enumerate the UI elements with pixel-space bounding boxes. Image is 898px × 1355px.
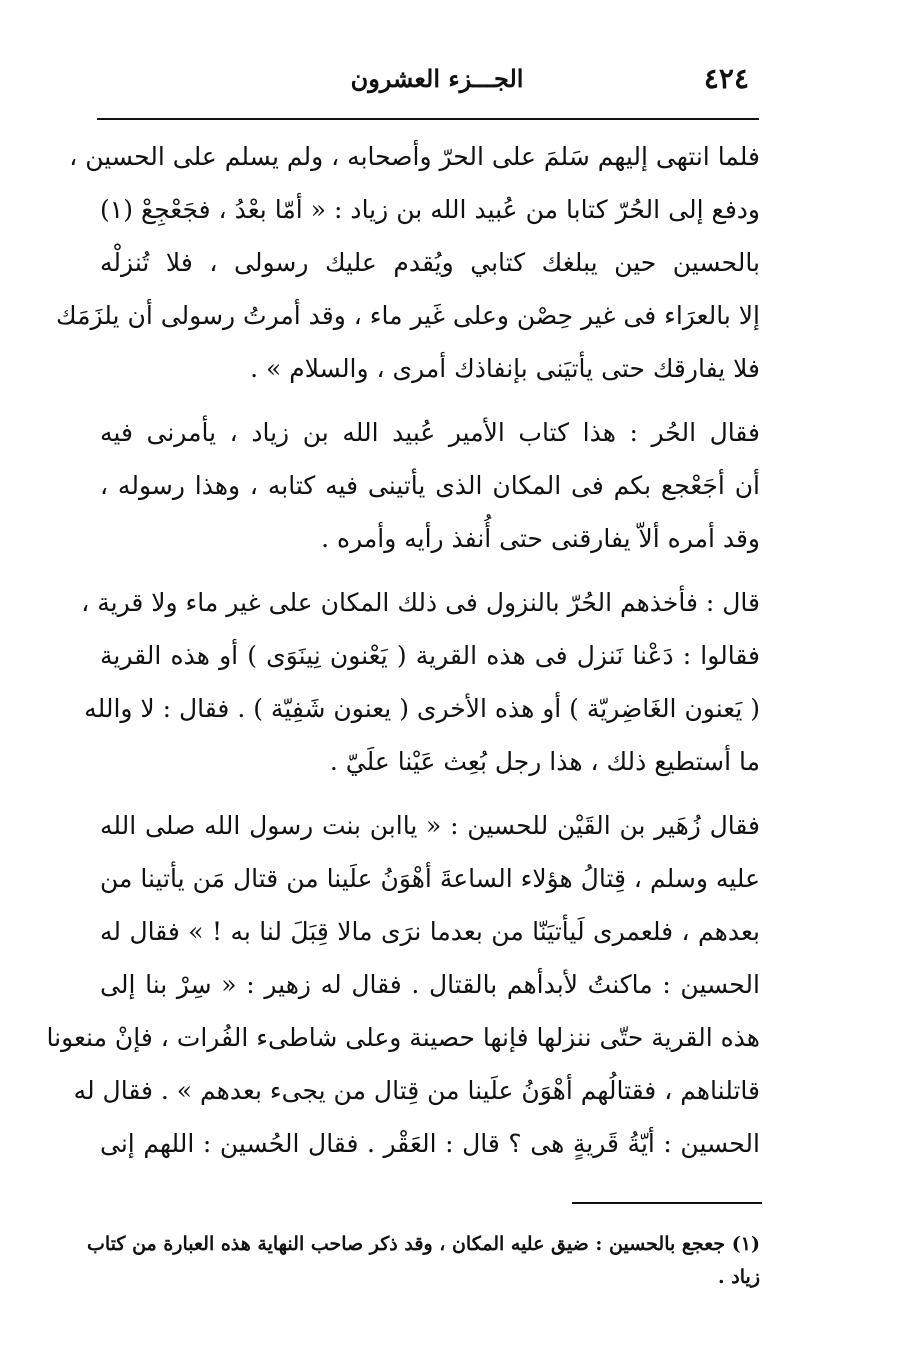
text-line: الحسين : ماكنتُ لأبدأهم بالقتال . فقال له زهير : « سِرْ بنا إلى [100,970,760,999]
text-line: فقال الحُر : هذا كتاب الأمير عُبيد الله بن زياد ، يأمرنى فيه [100,418,760,447]
paragraph [100,406,760,565]
text-line: عليه وسلم ، قِتالُ هؤلاء الساعةَ أهْوَنُ علَينا من قتال مَن يأتينا من [100,864,760,893]
text-line: بعدهم ، فلعمرى لَيأتيَنّا من بعدما نرَى مالا قِبَلَ لنا به ! » فقال له [100,917,760,946]
main-text [46,130,760,1170]
text-line: فقال زُهَير بن القَيْن للحسين : « ياابن بنت رسول الله صلى الله [100,811,760,840]
text-line: أن أجَعْجع بكم فى المكان الذى يأتينى فيه كتابه ، وهذا رسوله ، [100,471,760,500]
text-line: قاتلناهم ، فقتالُهم أهْوَنُ علَينا من قِتال من يجىء بعدهم » . فقال له [73,1076,760,1105]
text-line: إلا بالعرَاء فى غير حِصْن وعلى غَير ماء ، وقد أمرتُ رسولى أن يلزَمَك [56,301,760,330]
running-title: الجـــزء العشرون [350,64,524,93]
page-number: ٤٢٤ [703,62,749,95]
page-header [97,58,757,98]
text-line: هذه القرية حتّى ننزلها فإنها حصينة وعلى شاطىء الفُرات ، فإنْ منعونا [46,1023,760,1052]
text-line: ودفع إلى الحُرّ كتابا من عُبيد الله بن زياد : « أمّا بعْدُ ، فجَعْجِعْ (١) [100,195,760,224]
footnote [87,1228,760,1294]
text-line: قال : فأخذهم الحُرّ بالنزول فى ذلك المكان على غير ماء ولا قرية ، [81,588,760,617]
text-line: فلما انتهى إليهم سَلمَ على الحرّ وأصحابه ، ولم يسلم على الحسين ، [69,142,760,171]
text-line: فلا يفارقك حتى يأتيَنى بإنفاذك أمرى ، والسلام » . [250,354,760,383]
footnote-line: زياد . [718,1266,760,1288]
paragraph [81,576,760,788]
text-line: بالحسين حين يبلغك كتابي ويُقدم عليك رسولى ، فلا تُنزلْه [100,248,760,277]
text-line: ( يَعنون الغَاضِريّة ) أو هذه الأخرى ( يعنون شَفِيّة ) . فقال : لا والله [84,694,760,723]
paragraph [46,799,760,1170]
header-rule [97,118,759,120]
paragraph [56,130,760,395]
text-line: وقد أمره ألاّ يفارقنى حتى أُنفذ رأيه وأمره . [321,524,760,553]
text-line: الحسين : أيّةُ قَريةٍ هى ؟ قال : العَقْر . فقال الحُسين : اللهم إنى [100,1129,760,1158]
footnote-rule [572,1202,762,1204]
text-line: ما أستطيع ذلك ، هذا رجل بُعِث عَيْنا علَيّ . [329,747,760,776]
text-line: فقالوا : دَعْنا نَنزل فى هذه القرية ( يَعْنون نِينَوَى ) أو هذه القرية [100,641,760,670]
footnote-line: (١) جعجع بالحسين : ضيق عليه المكان ، وقد ذكر صاحب النهاية هذه العبارة من كتاب [87,1233,760,1255]
